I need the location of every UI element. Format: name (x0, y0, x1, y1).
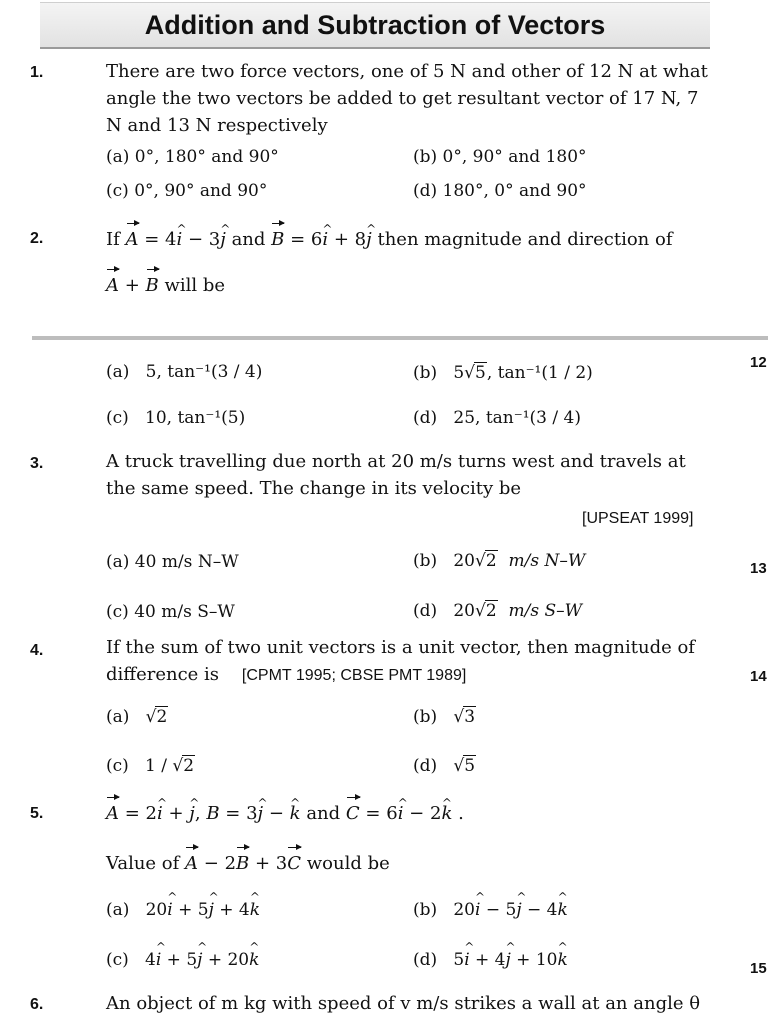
question-1-number: 1. (30, 64, 44, 81)
q5-option-c[interactable]: (c) 4i ^ + 5j ^ + 20k ^ (106, 950, 259, 970)
title-bar (40, 2, 710, 49)
question-1-text: There are two force vectors, one of 5 N and other of 12 N at what angle the two vectors be added to get resultant vector of 17 N, 7 N and 13 N respectively (106, 61, 708, 136)
side-number: 12 (750, 354, 767, 371)
q4-option-d[interactable]: (d) √5 (413, 756, 476, 776)
q3-option-b[interactable]: (b) 20√2 m/s N–W (413, 551, 586, 571)
side-number: 15 (750, 960, 767, 977)
q1-option-a[interactable]: (a) 0°, 180° and 90° (106, 147, 279, 167)
question-4-number: 4. (30, 642, 44, 659)
q2-option-b[interactable]: (b) 5√5, tan⁻¹(1 / 2) (413, 363, 593, 383)
q2-option-a[interactable]: (a) 5, tan⁻¹(3 / 4) (106, 362, 263, 382)
q5-option-a[interactable]: (a) 20i ^ + 5j ^ + 4k ^ (106, 900, 260, 920)
question-6-number: 6. (30, 996, 44, 1013)
q1-option-c[interactable]: (c) 0°, 90° and 90° (106, 181, 268, 201)
page-divider (32, 336, 768, 340)
side-number: 14 (750, 668, 767, 685)
question-4-text: If the sum of two unit vectors is a unit vector, then magnitude of difference is [CPMT 1995; CBSE PMT 1989] (106, 637, 695, 685)
q5-option-d[interactable]: (d) 5i ^ + 4j ^ + 10k ^ (413, 950, 568, 970)
question-5-line-2: Value of A − 2B + 3C would be (106, 850, 718, 877)
q3-option-d[interactable]: (d) 20√2 m/s S–W (413, 601, 583, 621)
question-5-number: 5. (30, 805, 44, 822)
q3-option-c[interactable]: (c) 40 m/s S–W (106, 602, 235, 622)
question-2-number: 2. (30, 230, 44, 247)
q1-option-b[interactable]: (b) 0°, 90° and 180° (413, 147, 587, 167)
page-title: Addition and Subtraction of Vectors (144, 9, 606, 40)
question-5-line-1: A = 2i ^ + j ^, B = 3j ^ − k ^ and C = 6i ^ − 2k ^ . (106, 800, 718, 827)
q2-option-c[interactable]: (c) 10, tan⁻¹(5) (106, 408, 246, 428)
question-3-number: 3. (30, 455, 44, 472)
q4-source: [CPMT 1995; CBSE PMT 1989] (241, 667, 467, 684)
q4-option-a[interactable]: (a) √2 (106, 707, 168, 727)
q3-option-a[interactable]: (a) 40 m/s N–W (106, 552, 239, 572)
q4-option-c[interactable]: (c) 1 / √2 (106, 756, 195, 776)
q1-option-d[interactable]: (d) 180°, 0° and 90° (413, 181, 587, 201)
q2-option-d[interactable]: (d) 25, tan⁻¹(3 / 4) (413, 408, 581, 428)
question-2-line-1: If A = 4i ^ − 3j ^ and B = 6i ^ + 8j ^ then magnitude and direction of (106, 226, 718, 253)
q3-source: [UPSEAT 1999] (582, 510, 694, 527)
side-number: 13 (750, 560, 767, 577)
q4-option-b[interactable]: (b) √3 (413, 707, 476, 727)
question-3-text: A truck travelling due north at 20 m/s turns west and travels at the same speed. The change in its velocity be (106, 451, 686, 499)
question-2-line-2: A + B will be (106, 272, 718, 299)
question-6-text: An object of m kg with speed of v m/s strikes a wall at an angle θ (106, 993, 701, 1014)
q5-option-b[interactable]: (b) 20i ^ − 5j ^ − 4k ^ (413, 900, 568, 920)
